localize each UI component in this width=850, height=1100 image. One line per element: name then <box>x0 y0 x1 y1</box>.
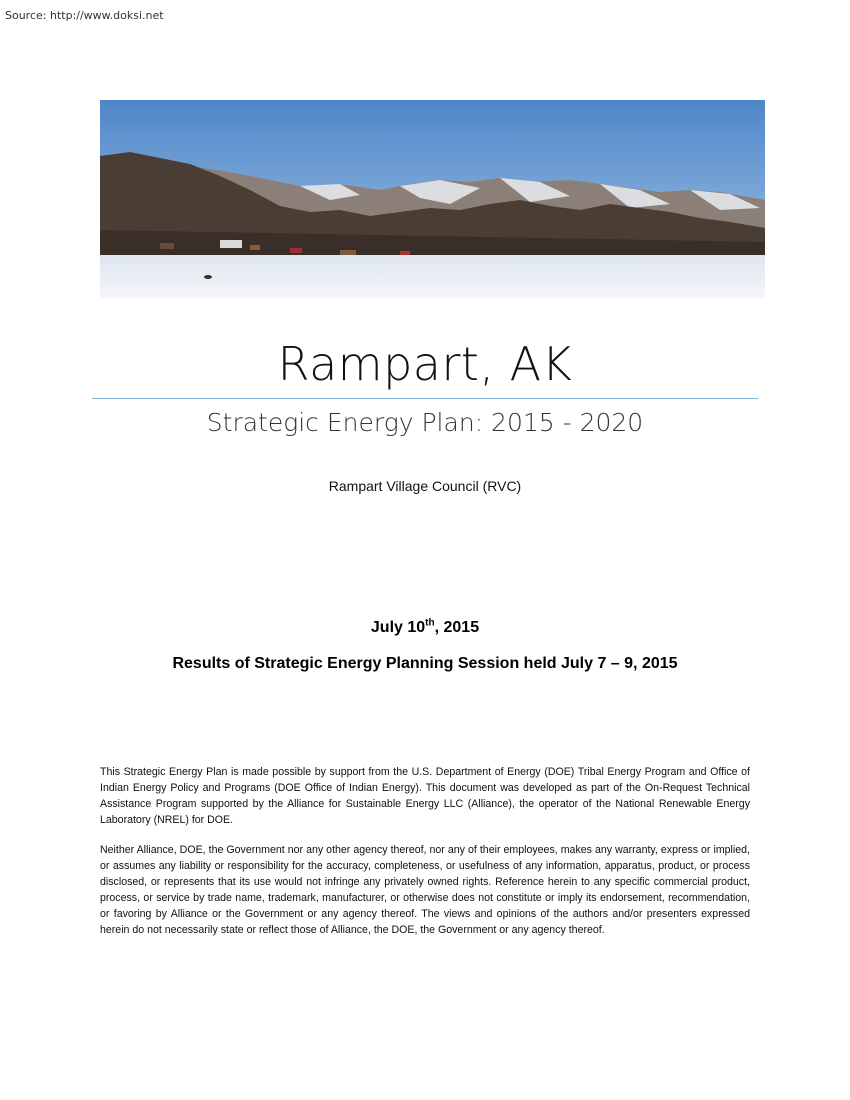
organization-name: Rampart Village Council (RVC) <box>328 478 522 494</box>
disclaimer-paragraph-2: Neither Alliance, DOE, the Government nor any other agency thereof, nor any of their employees, makes any warranty, express or implied, or assumes any liability or responsibility for the accuracy, completeness, or usefulness of any information, apparatus, product, or process disclosed, or represents that its use would not infringe any privately owned rights. Reference herein to any specific commercial product, process, or service by trade name, trademark, manufacturer, or otherwise does not constitute or imply its endorsement, recommendation, or favoring by Alliance or the Government or any agency thereof. The views and opinions of the authors and/or presenters expressed herein do not necessarily state or reflect those of Alliance, the DOE, the Government or any agency thereof. <box>100 844 750 936</box>
document-title: Rampart, AK <box>277 337 573 391</box>
date-ordinal: th <box>425 617 435 629</box>
snow-vehicle <box>204 275 212 279</box>
source-label: Source: http://www.doksi.net <box>5 9 164 22</box>
village-building <box>340 250 356 255</box>
village-building <box>290 248 302 253</box>
document-subtitle: Strategic Energy Plan: 2015 - 2020 <box>206 408 644 437</box>
village-building <box>220 240 242 248</box>
cover-photo-winter-landscape <box>100 100 765 298</box>
village-building <box>400 251 410 255</box>
snowfield <box>100 255 765 298</box>
document-date <box>0 619 850 637</box>
village-building <box>250 245 260 250</box>
session-results-line: Results of Strategic Energy Planning Session held July 7 – 9, 2015 <box>172 655 678 672</box>
title-divider <box>92 398 758 399</box>
date-prefix: July 10 <box>370 619 426 636</box>
village-building <box>160 243 174 249</box>
disclaimer-paragraph-1: This Strategic Energy Plan is made possible by support from the U.S. Department of Energy (DOE) Tribal Energy Program and Office of Indian Energy Policy and Programs (DOE Office of Indian Energy). This document was developed as part of the On-Request Technical Assistance Program supported by the Alliance for Sustainable Energy LLC (Alliance), the operator of the National Renewable Energy Laboratory (NREL) for DOE. <box>100 766 750 826</box>
date-suffix: , 2015 <box>434 619 480 636</box>
